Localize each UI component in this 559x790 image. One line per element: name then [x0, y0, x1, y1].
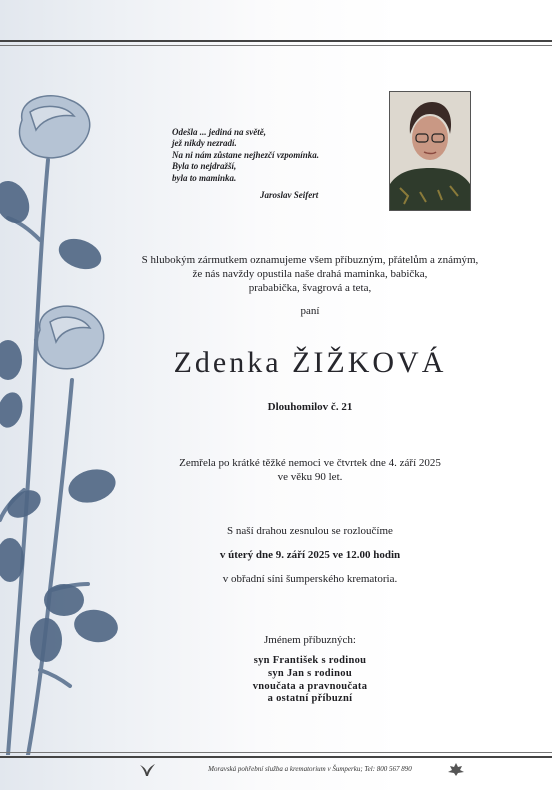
deceased-name: Zdenka ŽIŽKOVÁ: [173, 346, 447, 379]
farewell-intro: S naší drahou zesnulou se rozloučíme: [227, 525, 393, 537]
farewell-datetime: v úterý dne 9. září 2025 ve 12.00 hodin: [219, 549, 401, 561]
relatives-heading: Jménem příbuzných:: [264, 634, 356, 646]
farewell-place: v obřadní síni šumperského krematoria.: [222, 573, 398, 585]
footer-text: Moravská pohřební služba a krematorium v Šumperku; Tel: 800 567 890: [208, 765, 412, 773]
death-notice-line: Zemřela po krátké těžké nemoci ve čtvrtek dne 4. září 2025: [179, 457, 441, 469]
salutation: paní: [300, 305, 320, 317]
poem-line: Byla to nejdražší,: [172, 161, 237, 172]
poem-line: Na ni nám zůstane nejhezčí vzpomínka.: [172, 149, 320, 160]
bird-logo-icon: [138, 761, 156, 777]
announcement-line: že nás navždy opustila naše drahá maminka, babička,: [192, 268, 428, 280]
poem-line: jež nikdy nezradí.: [172, 138, 237, 149]
top-border-thin: [0, 45, 552, 46]
portrait-photo: [389, 91, 471, 211]
relative-item: syn František s rodinou: [253, 655, 367, 666]
deceased-address: Dlouhomilov č. 21: [267, 401, 353, 413]
poem: [172, 127, 372, 201]
poem-line: byla to maminka.: [172, 172, 237, 183]
bottom-border-thin: [0, 752, 552, 753]
page-edge: [552, 0, 559, 790]
relative-item: vnoučata a pravnoučata: [252, 680, 368, 692]
announcement-line: prababička, švagrová a teta,: [248, 282, 372, 294]
poem-author: Jaroslav Seifert: [260, 190, 319, 201]
relatives-list: [100, 655, 520, 706]
death-notice-line: ve věku 90 let.: [277, 471, 343, 483]
top-border-thick: [0, 40, 552, 42]
announcement-line: S hlubokým zármutkem oznamujeme všem příbuzným, přátelům a známým,: [141, 254, 479, 266]
wreath-logo-icon: [446, 761, 466, 777]
bottom-border-thick: [0, 756, 552, 758]
relative-item: syn Jan s rodinou: [268, 667, 352, 679]
portrait-image: [390, 92, 470, 210]
announcement: [100, 253, 520, 295]
relative-item: a ostatní příbuzní: [267, 693, 353, 705]
poem-line: Odešla ... jediná na světě,: [172, 127, 266, 137]
death-notice: [100, 456, 520, 484]
